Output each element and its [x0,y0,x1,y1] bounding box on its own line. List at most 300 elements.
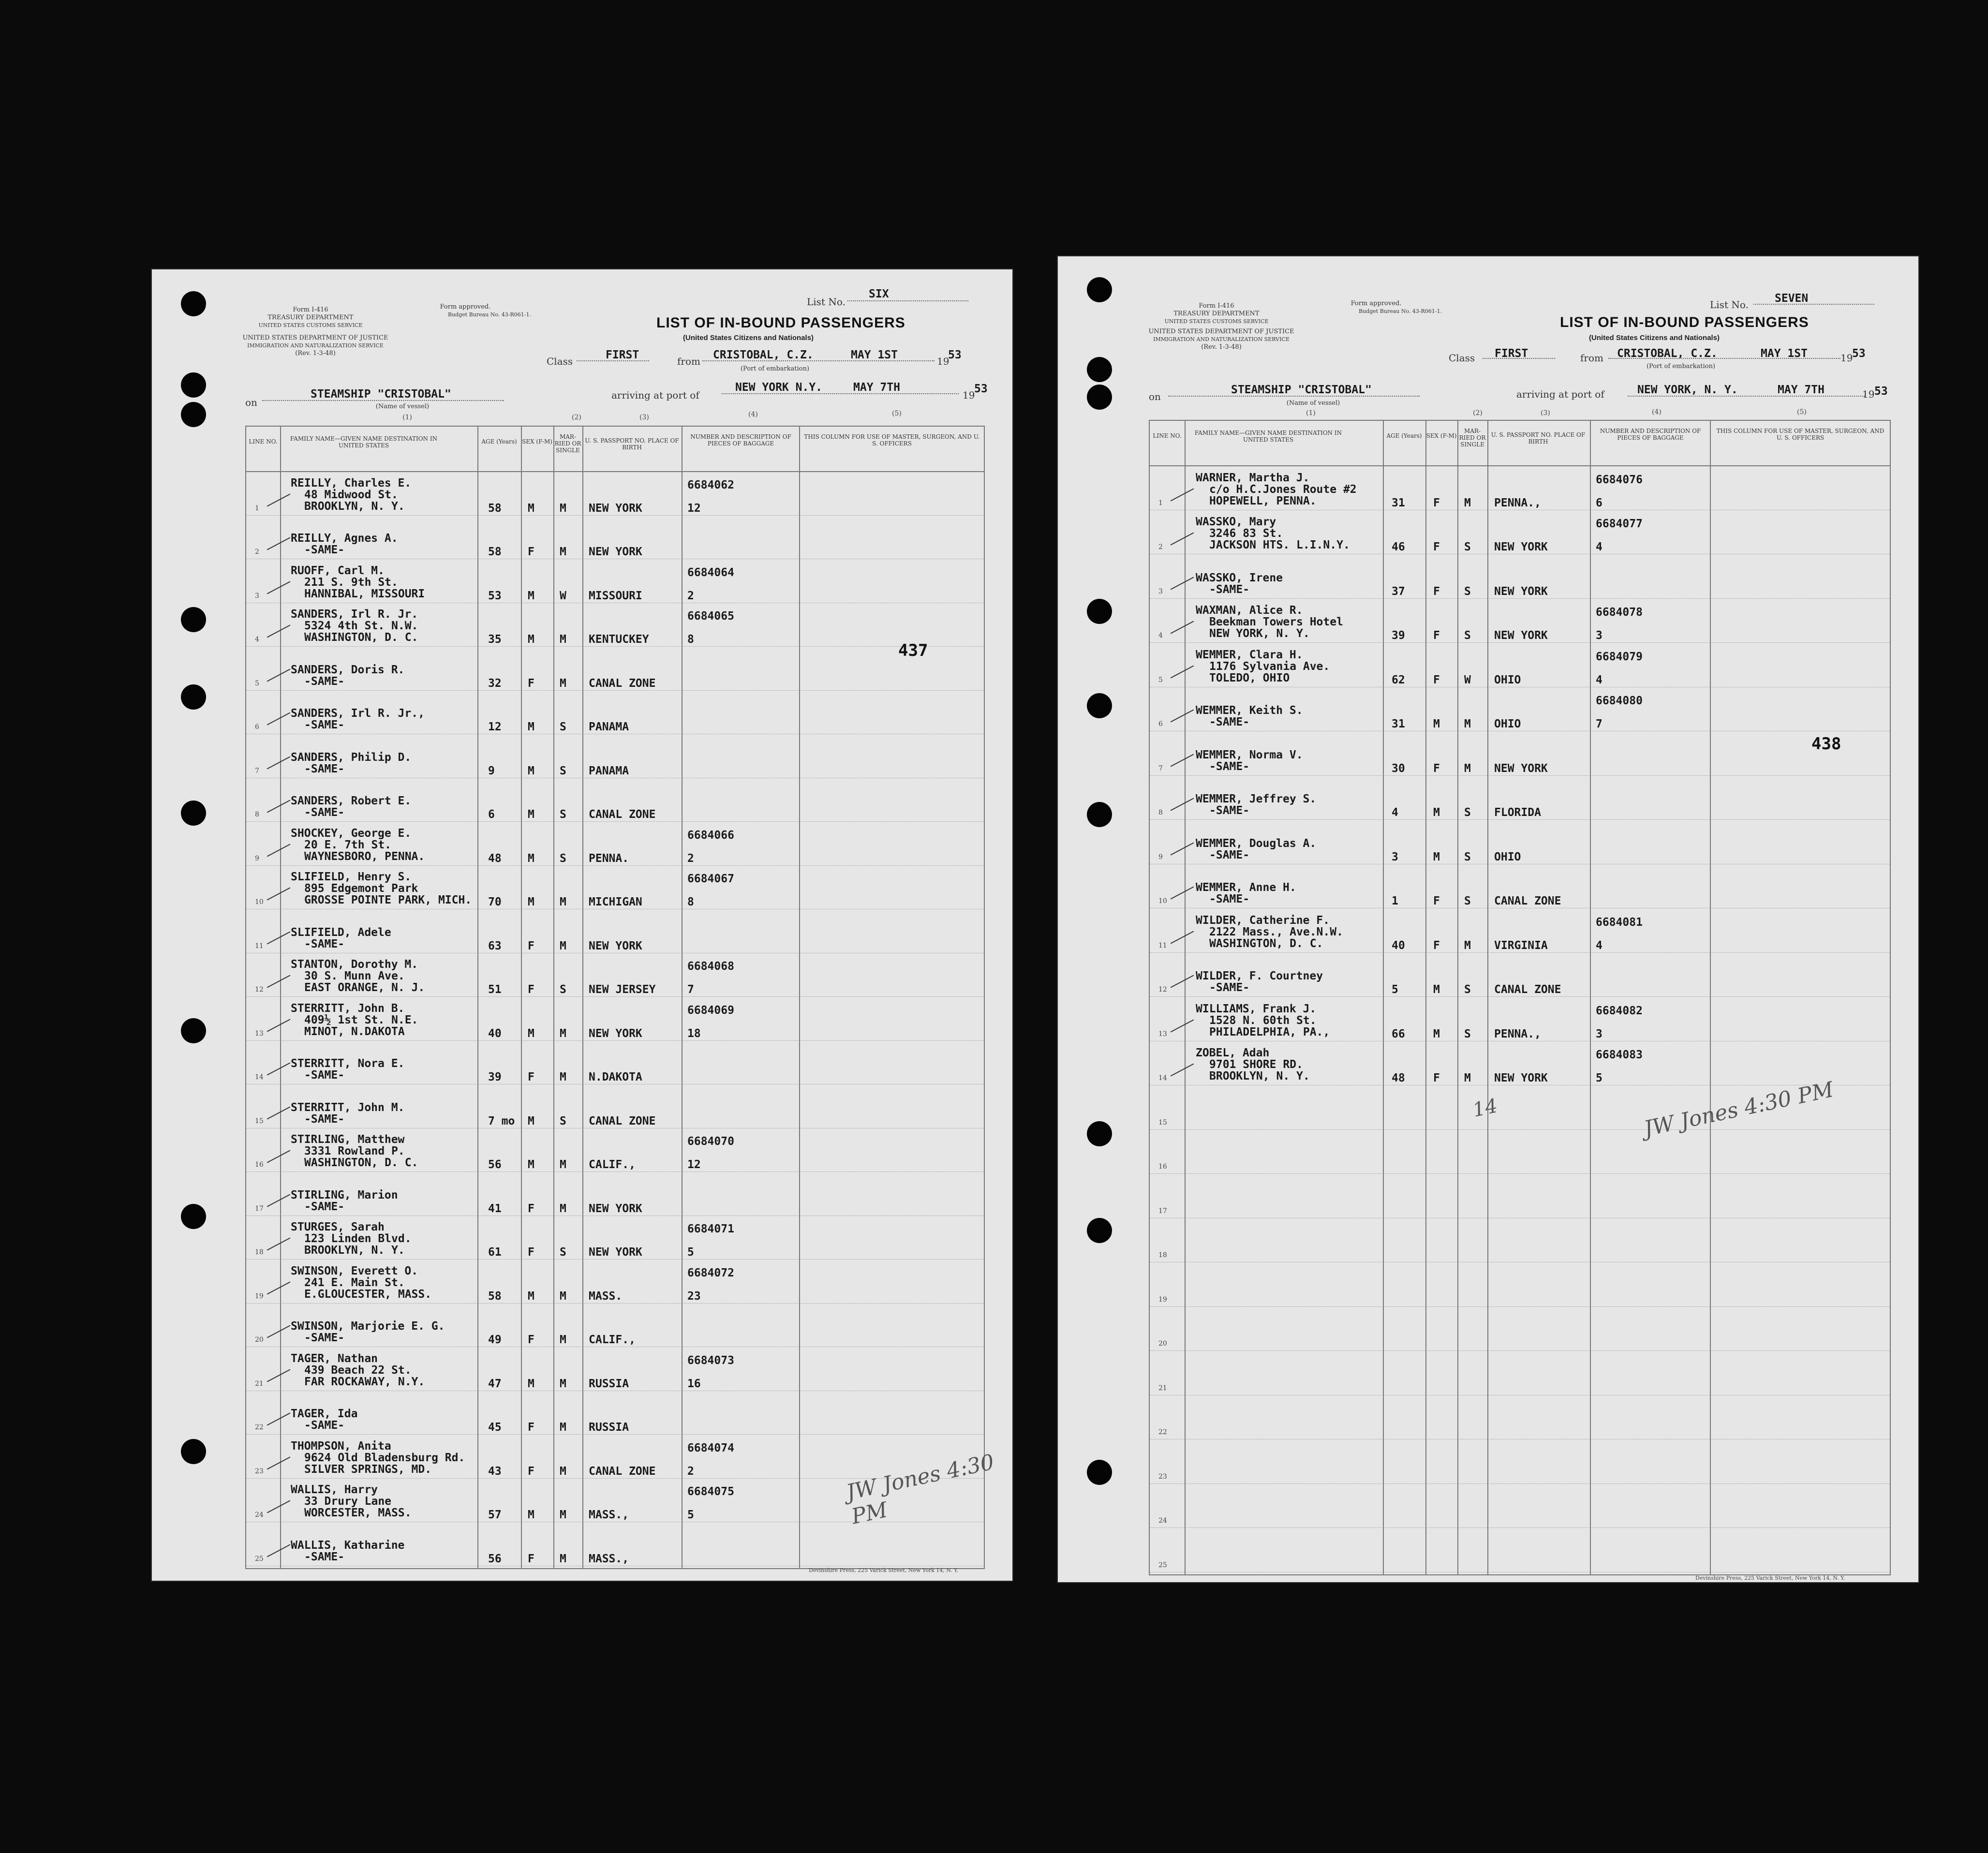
passenger-sex: F [528,1552,534,1565]
passenger-address: EAST ORANGE, N. J. [304,981,425,994]
marital-status: S [1464,983,1471,996]
passenger-address: -SAME- [1209,804,1250,817]
row-rule [246,1303,984,1304]
col-num: (1) [402,414,412,421]
passenger-age: 58 [488,1290,502,1303]
passenger-address: 1528 N. 60th St. [1209,1014,1317,1027]
punch-hole [181,684,206,710]
passenger-address: -SAME- [304,762,345,775]
passenger-age: 56 [488,1552,502,1565]
passenger-sex: M [528,721,534,733]
passenger-address: 5324 4th St. N.W. [304,620,418,632]
vessel-caption: (Name of vessel) [375,403,430,410]
check-mark [267,712,291,725]
passenger-name: WILDER, Catherine F. [1196,914,1330,927]
passenger-age: 31 [1392,718,1405,730]
col-header-name: FAMILY NAME—GIVEN NAME DESTINATION IN UNITED STATES [290,435,438,449]
marital-status: M [560,1377,566,1390]
col-num: (2) [572,414,581,421]
col-header-sex: SEX (F-M) [1426,432,1457,439]
line-number: 15 [1158,1118,1167,1127]
baggage-pieces: 4 [1596,541,1602,553]
manifest-page-right [1057,255,1919,1583]
passenger-name: WAXMAN, Alice R. [1196,604,1303,617]
check-mark [1171,709,1194,722]
marital-status: M [560,1290,566,1303]
marital-status: M [1464,762,1471,775]
punch-hole [1087,357,1112,382]
check-mark [1171,577,1194,590]
place-of-birth: FLORIDA [1494,806,1541,819]
passenger-sex: M [528,808,534,821]
passenger-name: SANDERS, Irl R. Jr. [291,608,418,621]
list-no-value: SIX [869,288,889,300]
from-label: from [677,356,700,367]
passenger-age: 32 [488,677,502,690]
form-title: LIST OF IN-BOUND PASSENGERS [656,315,905,331]
passenger-sex: F [528,1246,534,1259]
line-number: 13 [255,1029,264,1038]
punch-hole [1087,1460,1112,1485]
passenger-name: WEMMER, Douglas A. [1196,837,1317,850]
from-label: from [1580,352,1603,364]
page-stamp-number: 438 [1811,734,1841,754]
place-of-birth: PENNA., [1494,1027,1541,1040]
passenger-address: c/o H.C.Jones Route #2 [1209,483,1357,496]
line-number: 4 [255,636,259,643]
marital-status: W [560,589,566,602]
row-rule [246,865,984,866]
punch-hole [181,1204,206,1229]
passenger-address: MINOT, N.DAKOTA [304,1025,405,1038]
punch-hole [1087,385,1112,410]
passenger-sex: F [528,1202,534,1215]
line-number: 15 [255,1117,264,1125]
place-of-birth: KENTUCKEY [589,633,649,646]
col-header-age: AGE (Years) [1386,432,1422,439]
check-mark [267,887,291,900]
baggage-pieces: 18 [687,1027,701,1040]
passenger-name: WALLIS, Harry [291,1483,378,1496]
passenger-age: 7 mo [488,1114,515,1127]
col-num: (3) [1541,409,1550,417]
passenger-address: Beekman Towers Hotel [1209,616,1343,628]
baggage-pieces: 8 [687,633,694,646]
check-mark [267,800,291,813]
place-of-birth: NEW YORK [589,502,642,515]
passenger-age: 62 [1392,673,1405,686]
baggage-number: 6684076 [1596,473,1643,486]
place-of-birth: NEW YORK [589,939,642,952]
passenger-address: 2122 Mass., Ave.N.W. [1209,925,1343,938]
passenger-sex: F [1433,895,1440,907]
passenger-age: 58 [488,546,502,558]
line-number: 22 [255,1423,264,1431]
punch-hole [181,291,206,316]
line-number: 21 [1158,1384,1167,1392]
baggage-number: 6684078 [1596,606,1643,619]
manifest-page-left [151,268,1013,1582]
line-number: 21 [255,1379,264,1388]
passenger-name: WILLIAMS, Frank J. [1196,1002,1317,1015]
row-rule [246,646,984,647]
line-number: 14 [1158,1074,1167,1082]
passenger-address: -SAME- [304,806,345,819]
passenger-age: 45 [488,1421,502,1434]
baggage-number: 6684064 [687,566,734,579]
line-number: 3 [255,592,259,600]
row-rule [246,515,984,516]
marital-status: M [560,1421,566,1434]
marital-status: M [560,1027,566,1040]
check-mark [267,493,291,506]
line-number: 2 [255,548,259,556]
row-rule [1150,819,1890,820]
passenger-age: 58 [488,502,502,515]
marital-status: S [560,852,566,865]
row-rule [1150,952,1890,953]
passenger-address: WASHINGTON, D. C. [304,631,418,644]
marital-status: M [1464,718,1471,730]
dept-treasury-sub: UNITED STATES CUSTOMS SERVICE [258,322,363,328]
list-no-label: List No. [807,296,846,308]
check-mark [267,1325,291,1338]
passenger-name: WEMMER, Anne H. [1196,881,1296,894]
check-mark [1171,975,1194,988]
passenger-name: REILLY, Agnes A. [291,532,398,545]
passenger-sex: F [1433,1072,1440,1084]
place-of-birth: CANAL ZONE [589,677,656,690]
col-header-official-use: THIS COLUMN FOR USE OF MASTER, SURGEON, AND U. S. OFFICERS [804,433,980,447]
check-mark [267,1281,291,1294]
line-number: 24 [255,1511,264,1519]
line-number: 17 [1158,1207,1167,1215]
passenger-address: WORCESTER, MASS. [304,1507,412,1519]
passenger-sex: M [528,1509,534,1521]
passenger-address: PHILADELPHIA, PA., [1209,1025,1330,1038]
col-num: (5) [892,410,902,417]
baggage-number: 6684081 [1596,916,1643,929]
passenger-address: 123 Linden Blvd. [304,1232,412,1245]
inspector-signature: JW Jones 4:30 PM [1642,1077,1836,1141]
class-value: FIRST [606,349,639,361]
passenger-address: BROOKLYN, N. Y. [304,1244,405,1257]
passenger-name: THOMPSON, Anita [291,1439,391,1453]
baggage-number: 6684082 [1596,1004,1643,1017]
passenger-address: TOLEDO, OHIO [1209,671,1290,684]
marital-status: S [1464,895,1471,907]
line-number: 14 [255,1073,264,1081]
passenger-address: 409½ 1st St. N.E. [304,1013,418,1026]
col-num: (1) [1306,409,1316,417]
baggage-number: 6684074 [687,1441,734,1454]
passenger-age: 53 [488,589,502,602]
dept-justice: UNITED STATES DEPARTMENT OF JUSTICE [242,334,388,341]
passenger-address: 33 Drury Lane [304,1495,392,1508]
list-no-value: SEVEN [1775,292,1809,305]
class-label: Class [547,356,573,367]
dept-treasury: TREASURY DEPARTMENT [267,314,354,321]
baggage-number: 6684077 [1596,518,1643,530]
baggage-number: 6684067 [687,873,734,885]
passenger-name: WALLIS, Katharine [291,1539,405,1552]
marital-status: M [560,1334,566,1346]
passenger-address: -SAME- [304,719,345,731]
place-of-birth: MASS. [589,1290,623,1303]
check-mark [267,1150,291,1163]
passenger-age: 48 [488,852,502,865]
marital-status: S [560,1114,566,1127]
line-number: 12 [1158,986,1167,993]
line-number: 9 [255,854,259,862]
row-rule [1150,598,1890,599]
baggage-pieces: 5 [687,1246,694,1259]
passenger-address: 1176 Sylvania Ave. [1209,660,1330,673]
passenger-address: 30 S. Munn Ave. [304,970,405,982]
arrival-port: NEW YORK, N. Y. [1637,384,1738,396]
passenger-age: 39 [1392,629,1405,642]
revision: (Rev. 1-3-48) [1201,343,1242,351]
line-number: 23 [255,1467,264,1475]
line-number: 22 [1158,1428,1167,1436]
line-number: 4 [1158,632,1163,639]
inspector-signature: JW Jones 4:30 PM [844,1450,996,1529]
passenger-address: E.GLOUCESTER, MASS. [304,1288,432,1301]
passenger-sex: M [1433,850,1440,863]
place-of-birth: OHIO [1494,850,1521,863]
passenger-name: STURGES, Sarah [291,1221,385,1233]
baggage-pieces: 4 [1596,939,1602,952]
list-no-label: List No. [1710,299,1749,311]
marital-status: S [1464,585,1471,598]
passenger-name: SLIFIELD, Henry S. [291,871,412,883]
passenger-name: RUOFF, Carl M. [291,564,385,577]
passenger-sex: M [528,1158,534,1171]
passenger-age: 43 [488,1465,502,1478]
row-rule [1150,1483,1890,1484]
passenger-age: 63 [488,939,502,952]
passenger-name: STERRITT, John B. [291,1002,405,1015]
passenger-age: 51 [488,983,502,996]
check-mark [1171,1019,1194,1032]
line-number: 25 [1158,1561,1167,1569]
passenger-name: SWINSON, Everett O. [291,1264,418,1277]
check-mark [267,1544,291,1557]
passenger-address: 9624 Old Bladensburg Rd. [304,1451,465,1464]
baggage-pieces: 2 [687,852,694,865]
row-rule [246,690,984,691]
passenger-name: STIRLING, Marion [291,1188,398,1201]
check-mark [1171,532,1194,545]
dept-treasury: TREASURY DEPARTMENT [1173,310,1260,317]
passenger-table [245,426,985,1569]
passenger-address: -SAME- [1209,848,1250,861]
passenger-name: TAGER, Nathan [291,1352,378,1365]
marital-status: M [1464,939,1471,952]
passenger-name: SHOCKEY, George E. [291,827,412,840]
line-number: 12 [255,986,264,993]
marital-status: M [560,1071,566,1083]
passenger-name: WEMMER, Keith S. [1196,704,1303,717]
passenger-address: -SAME- [1209,981,1250,994]
check-mark [1171,1063,1194,1076]
form-subtitle: (United States Citizens and Nationals) [683,334,814,342]
place-of-birth: CANAL ZONE [1494,983,1561,996]
from-port: CRISTOBAL, C.Z. [1617,347,1718,360]
passenger-name: SANDERS, Doris R. [291,663,405,676]
baggage-pieces: 6 [1596,496,1602,509]
line-number: 19 [255,1292,264,1300]
baggage-number: 6684069 [687,1004,734,1017]
check-mark [1171,842,1194,855]
marital-status: M [560,1509,566,1521]
marital-status: S [1464,541,1471,553]
place-of-birth: CANAL ZONE [1494,895,1561,907]
marital-status: M [560,1202,566,1215]
place-of-birth: MASS., [589,1552,629,1565]
form-number: Form I-416 [293,306,328,313]
year-prefix: 19 [937,356,949,367]
passenger-name: STANTON, Dorothy M. [291,958,418,971]
baggage-pieces: 23 [687,1290,701,1303]
passenger-name: TAGER, Ida [291,1408,358,1420]
line-number: 6 [255,723,259,731]
row-rule [1150,642,1890,643]
check-mark [267,844,291,857]
line-number: 20 [255,1336,264,1344]
row-rule [1150,775,1890,776]
passenger-address: 895 Edgemont Park [304,882,418,895]
check-mark [267,1062,291,1075]
from-year: 53 [948,349,962,361]
passenger-sex: M [1433,1027,1440,1040]
line-number: 8 [1158,809,1163,816]
check-mark [267,756,291,769]
passenger-age: 48 [1392,1072,1405,1084]
from-port: CRISTOBAL, C.Z. [713,349,814,361]
passenger-sex: M [528,633,534,646]
marital-status: M [1464,1072,1471,1084]
budget-number: Budget Bureau No. 43-R061-1. [447,311,531,318]
class-label: Class [1449,352,1475,364]
from-date: MAY 1ST [1761,347,1808,360]
check-mark [267,1194,291,1207]
passenger-name: ZOBEL, Adah [1196,1047,1270,1059]
row-rule [1150,1350,1890,1351]
check-mark [267,1106,291,1119]
passenger-age: 30 [1392,762,1405,775]
row-rule [1150,996,1890,997]
place-of-birth: N.DAKOTA [589,1071,642,1083]
check-mark [267,1456,291,1469]
line-number: 25 [255,1555,264,1563]
punch-hole [1087,599,1112,624]
check-mark [267,1019,291,1032]
printer-footer: Devinshire Press, 225 Varick Street, New York 14, N. Y. [1695,1575,1845,1581]
passenger-age: 66 [1392,1027,1405,1040]
passenger-name: STERRITT, Nora E. [291,1057,405,1070]
marital-status: S [560,1246,566,1259]
dept-justice-sub: IMMIGRATION AND NATURALIZATION SERVICE [247,342,384,349]
line-number: 16 [1158,1163,1167,1171]
form-approved: Form approved. [440,303,491,311]
check-mark [1171,665,1194,678]
passenger-address: -SAME- [304,1332,345,1344]
baggage-pieces: 4 [1596,673,1602,686]
passenger-age: 40 [1392,939,1405,952]
check-mark [267,975,291,988]
passenger-age: 3 [1392,850,1398,863]
passenger-sex: F [528,1071,534,1083]
passenger-address: WASHINGTON, D. C. [1209,937,1323,950]
passenger-address: 3246 83 St. [1209,527,1283,540]
passenger-name: SLIFIELD, Adele [291,926,391,939]
arrival-port: NEW YORK N.Y. [735,381,823,394]
arrival-year: 53 [1874,385,1888,398]
marital-status: S [560,983,566,996]
arriving-label: arriving at port of [1516,388,1604,400]
passenger-name: SWINSON, Marjorie E. G. [291,1320,445,1333]
place-of-birth: NEW YORK [1494,1072,1548,1084]
check-mark [1171,488,1194,501]
baggage-number: 6684062 [687,478,734,491]
passenger-name: WILDER, F. Courtney [1196,970,1323,982]
passenger-address: 48 Midwood St. [304,488,398,501]
passenger-age: 61 [488,1246,502,1259]
marital-status: S [1464,1027,1471,1040]
marital-status: M [560,1465,566,1478]
check-mark [267,581,291,594]
place-of-birth: OHIO [1494,673,1521,686]
passenger-name: REILLY, Charles E. [291,476,412,489]
dept-justice: UNITED STATES DEPARTMENT OF JUSTICE [1148,328,1294,335]
passenger-address: 439 Beach 22 St. [304,1364,412,1377]
passenger-address: -SAME- [304,937,345,950]
passenger-sex: M [528,896,534,908]
baggage-number: 6684079 [1596,650,1643,663]
passenger-address: -SAME- [304,1112,345,1126]
passenger-sex: F [1433,629,1440,642]
passenger-sex: M [1433,983,1440,996]
marital-status: S [1464,850,1471,863]
passenger-sex: F [528,983,534,996]
form-approved: Form approved. [1350,300,1402,307]
passenger-age: 37 [1392,585,1405,598]
check-mark [267,1369,291,1382]
line-number: 6 [1158,720,1163,728]
budget-number: Budget Bureau No. 43-R061-1. [1358,308,1442,314]
baggage-pieces: 3 [1596,1027,1602,1040]
passenger-age: 70 [488,896,502,908]
line-number: 18 [255,1248,264,1256]
passenger-age: 40 [488,1027,502,1040]
row-rule [246,821,984,822]
baggage-number: 6684070 [687,1135,734,1148]
revision: (Rev. 1-3-48) [295,350,336,357]
passenger-sex: F [1433,939,1440,952]
passenger-age: 1 [1392,895,1398,907]
col-num: (4) [748,411,758,418]
place-of-birth: NEW YORK [1494,585,1548,598]
col-header-name: FAMILY NAME—GIVEN NAME DESTINATION IN UNITED STATES [1194,430,1342,443]
baggage-pieces: 8 [687,896,694,908]
baggage-pieces: 7 [1596,718,1602,730]
col-header-passport: U. S. PASSPORT NO. PLACE OF BIRTH [585,437,679,451]
punch-hole [181,800,206,826]
baggage-number: 6684073 [687,1354,734,1367]
passenger-table [1149,420,1891,1575]
place-of-birth: NEW YORK [589,1027,642,1040]
